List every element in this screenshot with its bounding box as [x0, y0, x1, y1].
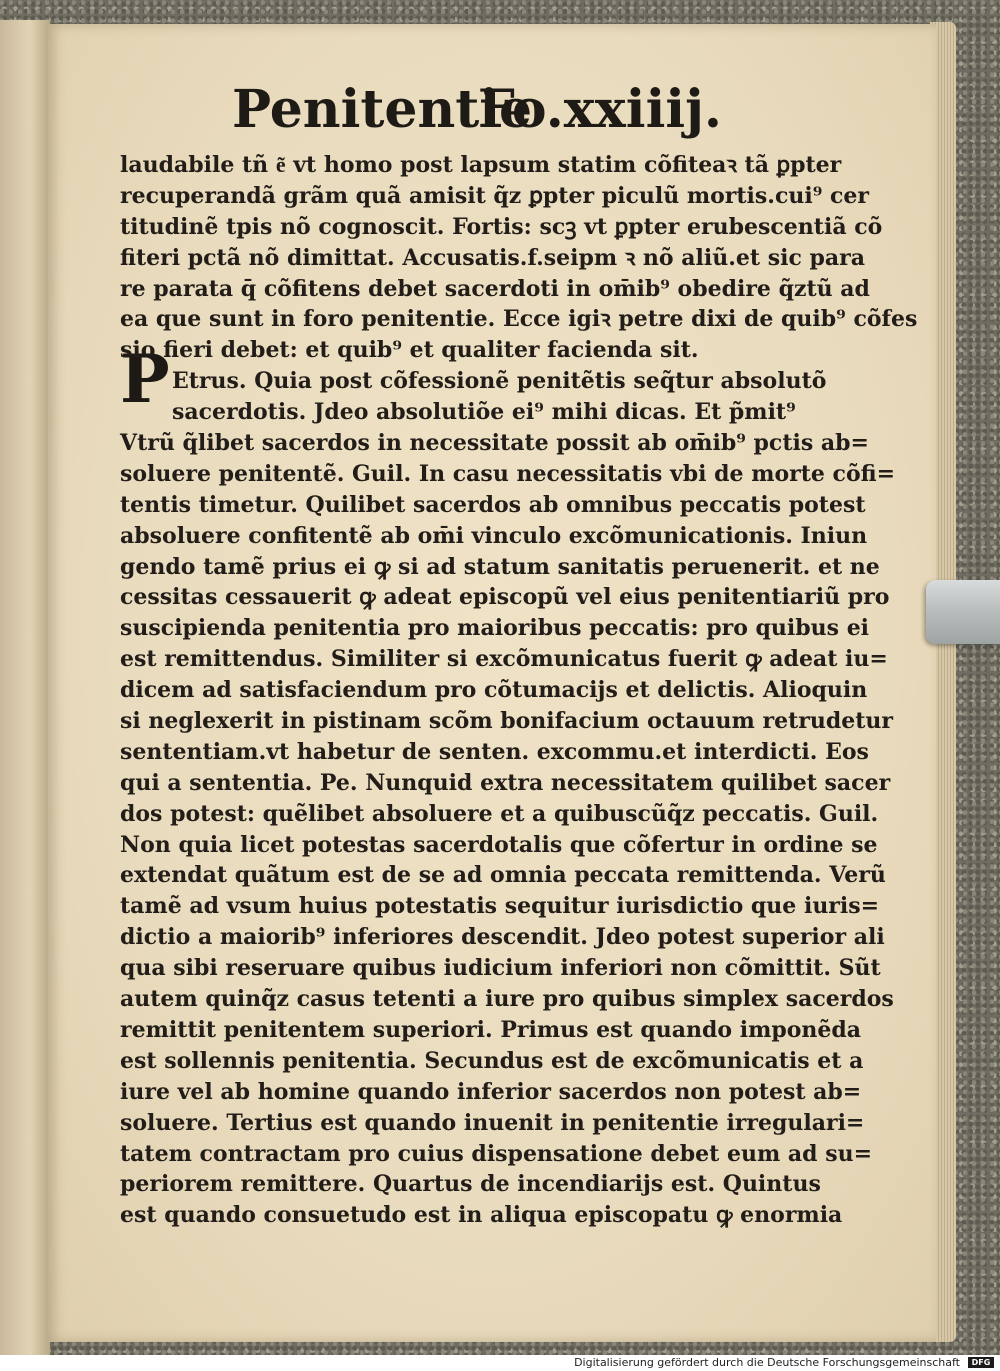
text-line: si neglexerit in pistinam scõm bonifacium octauum retrudetur: [120, 708, 893, 735]
page-clip: [926, 580, 1000, 644]
text-line: est sollennis penitentia. Secundus est de excõmunicatis et a: [120, 1047, 864, 1074]
text-line: extendat quãtum est de se ad omnia peccata remittenda. Verũ: [120, 862, 886, 889]
text-line: est quando consuetudo est in aliqua episcopatu ꝙ enormia: [120, 1202, 843, 1229]
text-line: recuperandã grãm quã amisit q̃z ꝑpter piculũ mortis.cui⁹ cer: [120, 182, 869, 209]
text-line: ea que sunt in foro penitentie. Ecce igiꝛ petre dixi de quib⁹ cõfes: [120, 306, 918, 333]
text-line: Etrus. Quia post cõfessionẽ penitẽtis seq̃tur absolutõ: [172, 368, 827, 395]
text-line: dictio a maiorib⁹ inferiores descendit. Jdeo potest superior ali: [120, 924, 885, 951]
text-line: soluere. Tertius est quando inuenit in penitentie irregulari=: [120, 1109, 865, 1136]
text-line: iure vel ab homine quando inferior sacerdos non potest ab=: [120, 1078, 862, 1105]
funding-notice: Digitalisierung gefördert durch die Deutsche Forschungsgemeinschaft: [574, 1356, 960, 1369]
text-line: sententiam.vt habetur de senten. excommu.et interdicti. Eos: [120, 738, 869, 765]
text-line: sacerdotis. Jdeo absolutiõe ei⁹ mihi dicas. Et p̃mit⁹: [172, 399, 796, 426]
facing-page-edge: [0, 20, 50, 1355]
text-line: laudabile tñ e͂ vt homo post lapsum statim cõfiteaꝛ tã ꝑpter: [120, 152, 842, 178]
header-title: Penitentie: [232, 79, 533, 140]
dfg-logo: DFG: [968, 1357, 994, 1368]
text-line: re parata q̄ cõfitens debet sacerdoti in om̄ib⁹ obedire q̃ztũ ad: [120, 275, 870, 302]
text-line: tatem contractam pro cuius dispensatione debet eum ad su=: [120, 1140, 873, 1167]
text-line: tamẽ ad vsum huius potestatis sequitur iurisdictio que iuris=: [120, 893, 880, 920]
text-line: remittit penitentem superiori. Primus est quando imponẽda: [120, 1016, 862, 1043]
folio-number: Fo.xxiiij.: [477, 79, 722, 140]
text-line: suscipienda penitentia pro maioribus peccatis: pro quibus ei: [120, 615, 870, 642]
drop-cap: P: [120, 340, 170, 418]
text-line: est remittendus. Similiter si excõmunicatus fuerit ꝙ adeat iu=: [120, 646, 888, 673]
text-line: Vtrũ q̃libet sacerdos in necessitate possit ab om̄ib⁹ pctis ab=: [120, 430, 869, 457]
text-line: tentis timetur. Quilibet sacerdos ab omnibus peccatis potest: [120, 491, 866, 518]
text-line: periorem remittere. Quartus de incendiarijs est. Quintus: [120, 1171, 821, 1198]
text-line: qua sibi reseruare quibus iudicium inferiori non cõmittit. Sũt: [120, 955, 881, 982]
text-line: dicem ad satisfaciendum pro cõtumacijs et delictis. Alioquin: [120, 677, 868, 704]
running-header: [232, 78, 722, 142]
body-text: [120, 150, 918, 1231]
text-line: gendo tamẽ prius ei ꝙ si ad statum sanitatis peruenerit. et ne: [120, 553, 880, 580]
text-line: cessitas cessauerit ꝙ adeat episcopũ vel eius penitentiariũ pro: [120, 584, 890, 611]
text-line: soluere penitentẽ. Guil. In casu necessitatis vbi de morte cõfi=: [120, 460, 896, 487]
text-line: fiteri pctã nõ dimittat. Accusatis.f.seipm ꝛ nõ aliũ.et sic para: [120, 244, 865, 271]
text-line: titudinẽ tpis nõ cognoscit. Fortis: scꝫ vt ꝑpter erubescentiã cõ: [120, 213, 883, 240]
text-line: autem quinq̃z casus tetenti a iure pro quibus simplex sacerdos: [120, 986, 894, 1013]
text-line: absoluere confitentẽ ab om̄i vinculo excõmunicationis. Iniun: [120, 522, 868, 549]
text-line: qui a sententia. Pe. Nunquid extra necessitatem quilibet sacer: [120, 769, 891, 796]
text-line: sio fieri debet: et quib⁹ et qualiter facienda sit.: [120, 337, 699, 364]
text-line: Non quia licet potestas sacerdotalis que cõfertur in ordine se: [120, 831, 878, 858]
text-line: dos potest: quẽlibet absoluere et a quibuscũq̃z peccatis. Guil.: [120, 800, 879, 827]
